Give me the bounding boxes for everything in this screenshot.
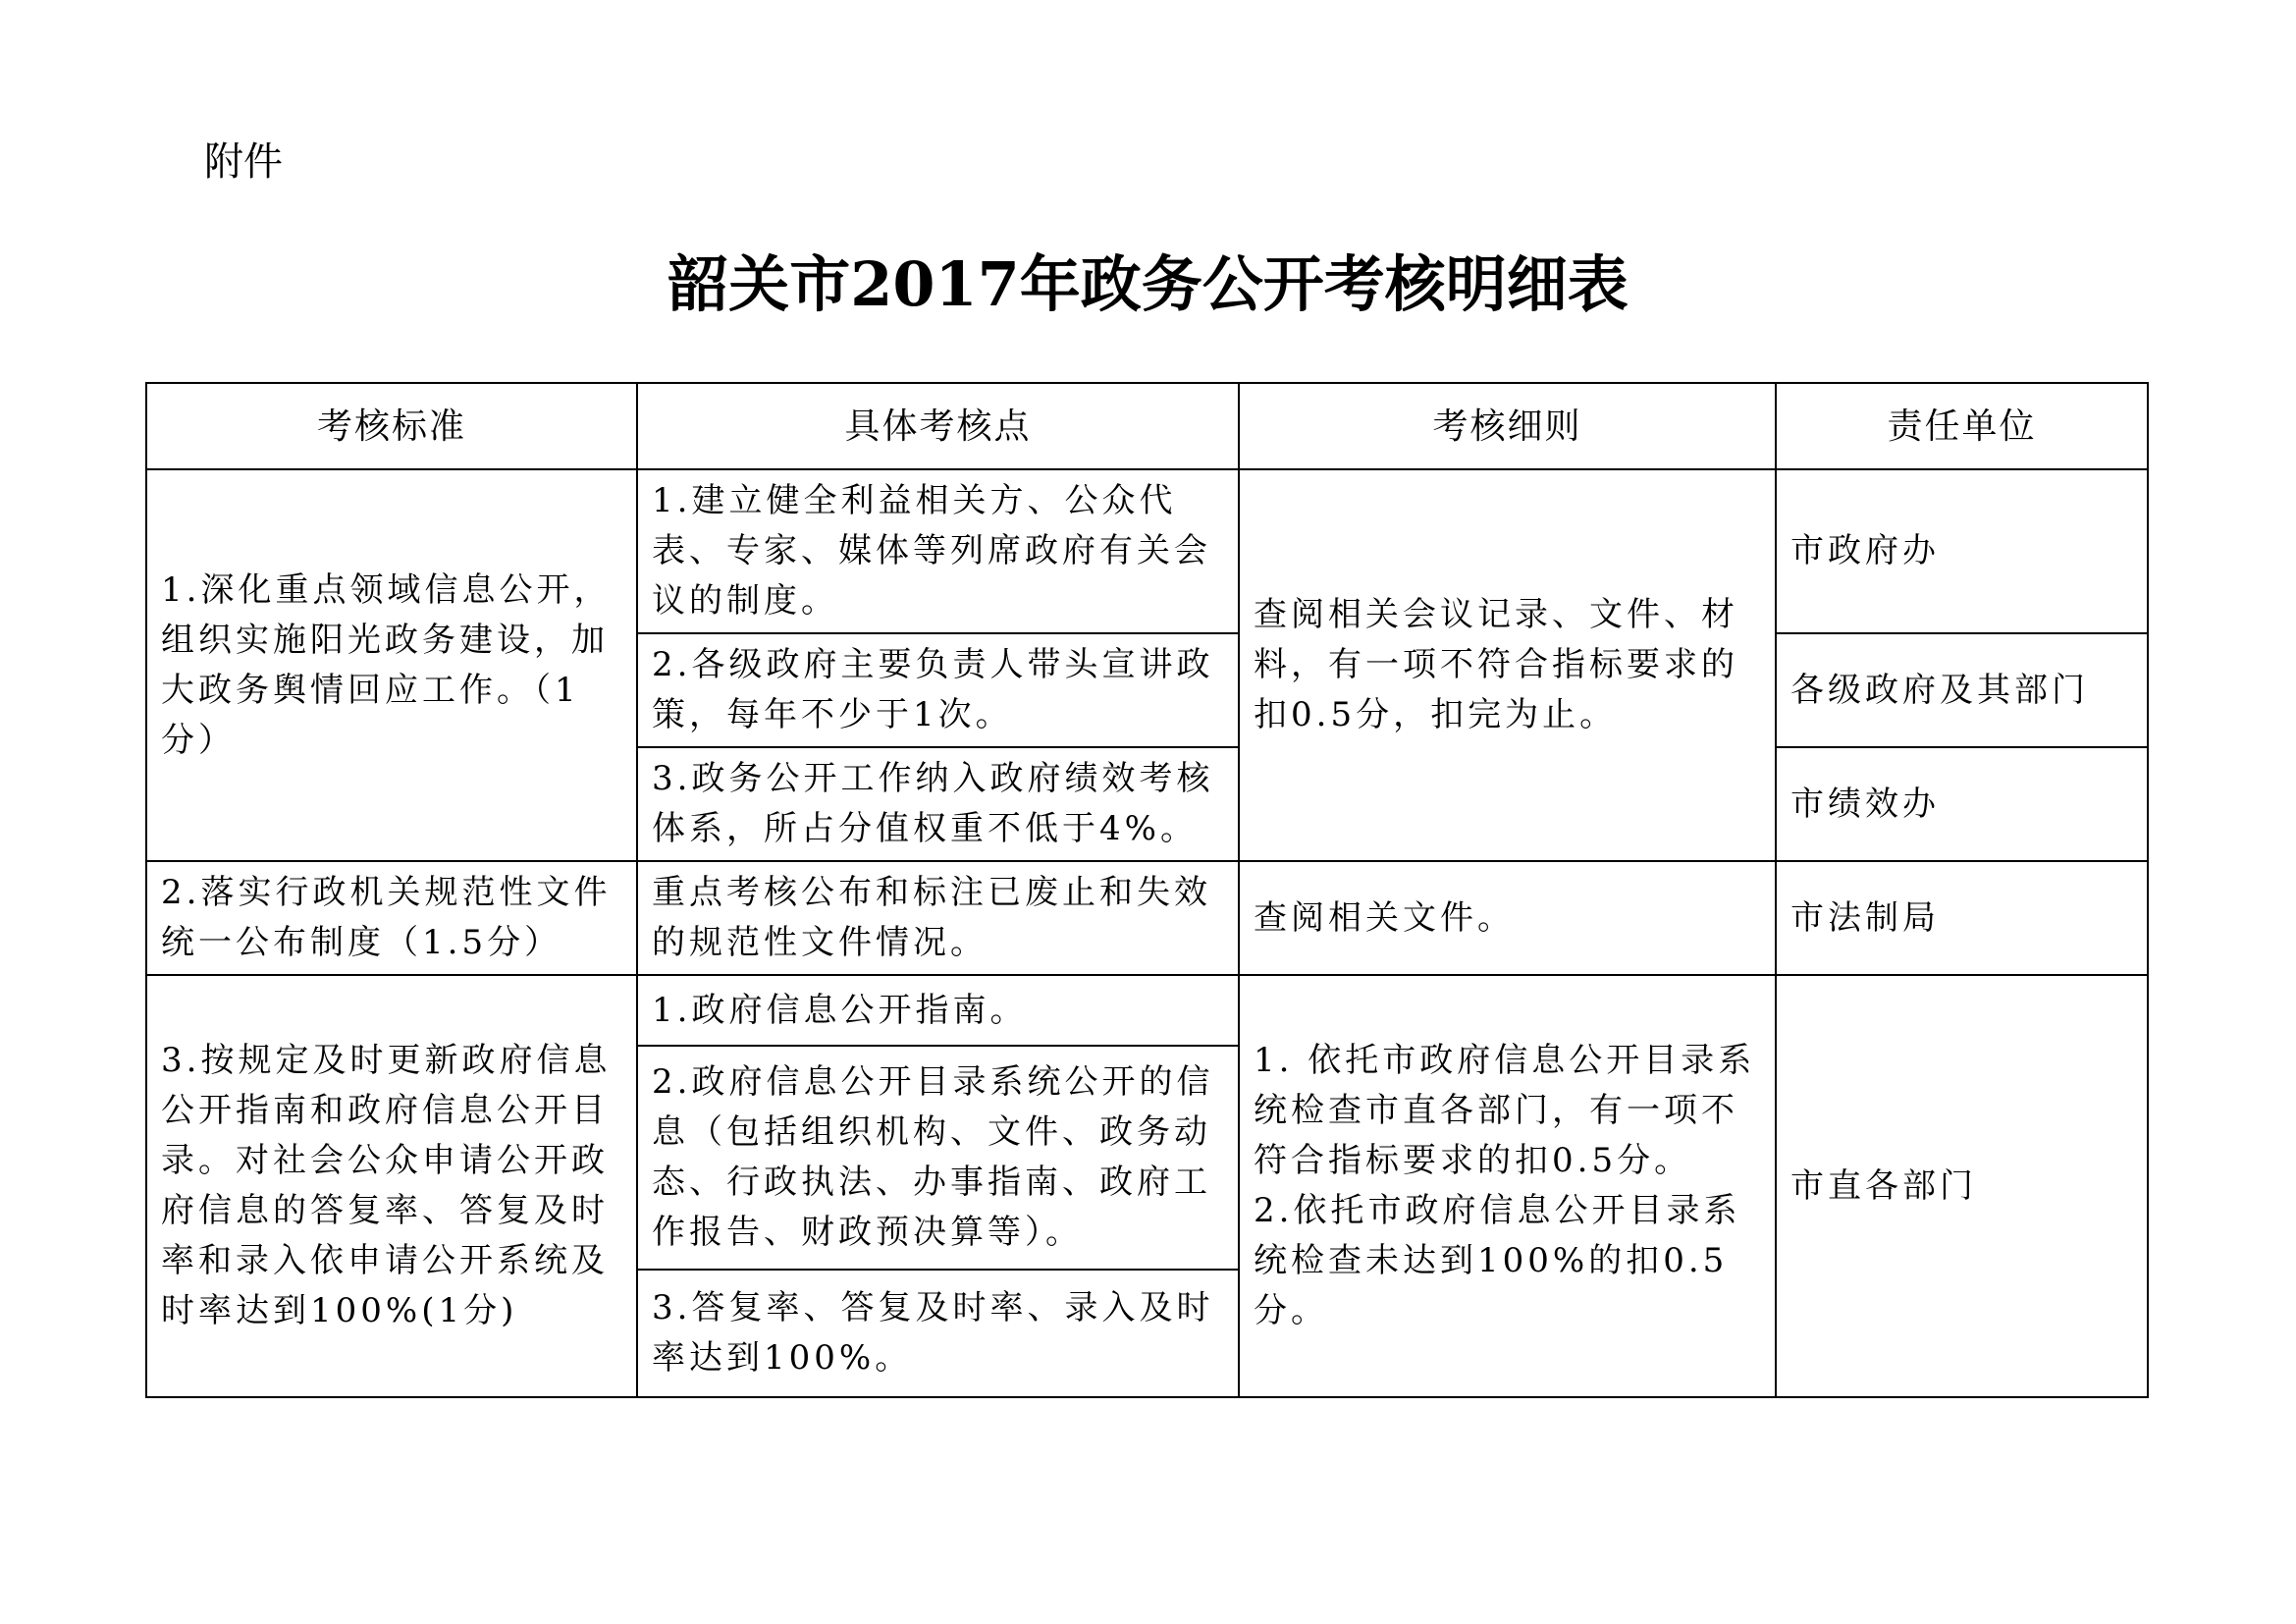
- check-point-cell: 1.建立健全利益相关方、公众代表、专家、媒体等列席政府有关会议的制度。: [637, 469, 1239, 633]
- rule-cell-1: 查阅相关会议记录、文件、材料，有一项不符合指标要求的扣0.5分，扣完为止。: [1239, 469, 1776, 861]
- check-point-cell: 3.政务公开工作纳入政府绩效考核体系，所占分值权重不低于4%。: [637, 747, 1239, 861]
- rule-line: 2.依托市政府信息公开目录系统检查未达到100%的扣0.5分。: [1254, 1191, 1741, 1330]
- table-row: [146, 469, 2148, 633]
- standard-cell-1: 1.深化重点领域信息公开，组织实施阳光政务建设，加大政务舆情回应工作。（1分）: [146, 469, 637, 861]
- unit-cell: 市法制局: [1776, 861, 2148, 975]
- check-point-cell: 1.政府信息公开指南。: [637, 975, 1239, 1046]
- check-point-cell: 3.答复率、答复及时率、录入及时率达到100%。: [637, 1270, 1239, 1397]
- table-row: [146, 975, 2148, 1046]
- assessment-table: [145, 382, 2149, 1398]
- attachment-label: 附件: [204, 139, 283, 185]
- table-header-row: [146, 383, 2148, 469]
- standard-cell-2: 2.落实行政机关规范性文件统一公布制度（1.5分）: [146, 861, 637, 975]
- document-title: 韶关市2017年政务公开考核明细表: [667, 248, 1629, 320]
- unit-cell: 市直各部门: [1776, 975, 2148, 1397]
- check-point-cell: 2.各级政府主要负责人带头宣讲政策，每年不少于1次。: [637, 633, 1239, 747]
- unit-cell: 市政府办: [1776, 469, 2148, 633]
- standard-cell-3: 3.按规定及时更新政府信息公开指南和政府信息公开目录。对社会公众申请公开政府信息的答复率、答复及时率和录入依申请公开系统及时率达到100%(1分): [146, 975, 637, 1397]
- header-rule: 考核细则: [1239, 383, 1776, 469]
- unit-cell: 各级政府及其部门: [1776, 633, 2148, 747]
- header-responsible-unit: 责任单位: [1776, 383, 2148, 469]
- check-point-cell: 重点考核公布和标注已废止和失效的规范性文件情况。: [637, 861, 1239, 975]
- rule-cell-2: 查阅相关文件。: [1239, 861, 1776, 975]
- unit-cell: 市绩效办: [1776, 747, 2148, 861]
- table-row: [146, 861, 2148, 975]
- header-standard: 考核标准: [146, 383, 637, 469]
- rule-cell-3: [1239, 975, 1776, 1397]
- rule-line: 1. 依托市政府信息公开目录系统检查市直各部门，有一项不符合指标要求的扣0.5分。: [1254, 1041, 1756, 1180]
- check-point-cell: 2.政府信息公开目录系统公开的信息（包括组织机构、文件、政务动态、行政执法、办事指南、政府工作报告、财政预决算等）。: [637, 1046, 1239, 1270]
- header-check-point: 具体考核点: [637, 383, 1239, 469]
